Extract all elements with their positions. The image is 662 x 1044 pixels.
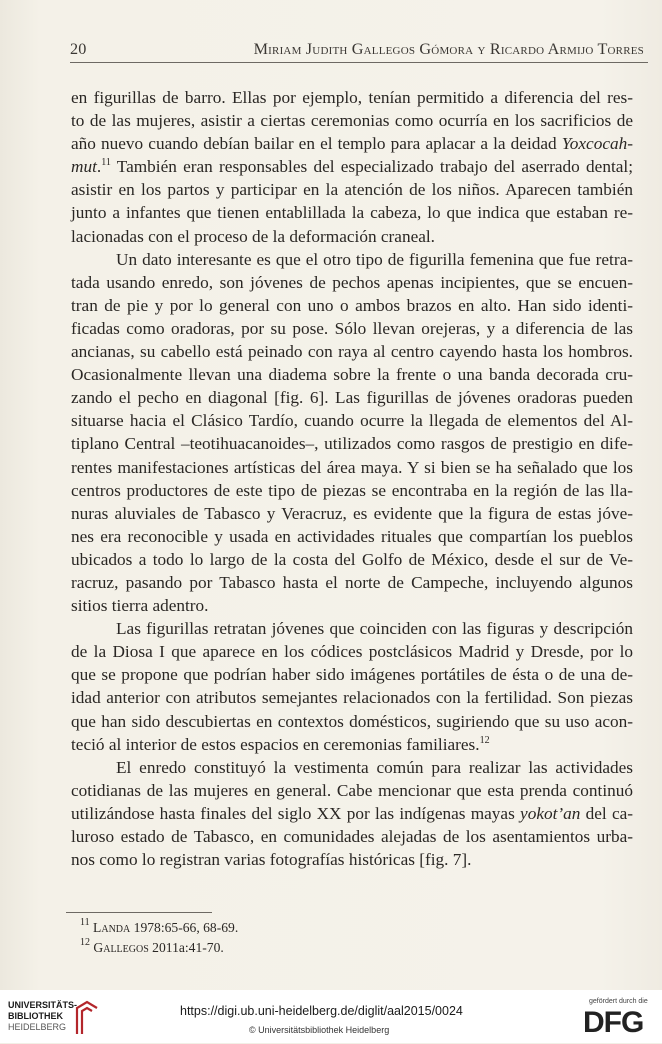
library-logo[interactable]: UNIVERSITÄTS- BIBLIOTHEK HEIDELBERG (8, 1000, 100, 1044)
text-line: sitios tierra adentro. (71, 596, 209, 616)
text-line: lacionadas con el proceso de la deformación craneal. (71, 226, 435, 246)
text-line: que han sido descubiertas en contextos domésticos, sugiriendo que su uso acon- (71, 711, 633, 731)
text-line: Un dato interesante es que el otro tipo de figurilla femenina que fue retra- (116, 249, 633, 269)
running-header (70, 40, 648, 63)
text-line: año nuevo cuando debían bailar en el templo para aplacar a la deidad Yoxcocah- (71, 134, 633, 154)
text-line: utilizándose hasta finales del siglo XX por las indígenas mayas yokot’an del ca- (71, 803, 633, 823)
text-line: en figurillas de barro. Ellas por ejemplo, tenían permitido a diferencia del res- (71, 88, 633, 107)
text-line: rentes manifestaciones artísticas del área maya. Y si bien se ha señalado que los (71, 457, 633, 477)
text-line: que se propone que podrían haber sido imágenes portátiles de ésta o de una de- (71, 665, 633, 685)
text-line: tada usando enredo, son jóvenes de pechos apenas incipientes, que se encuen- (71, 272, 633, 292)
text-line: nes era reconocible y usada en actividades rituales que compartían los pueblos (71, 526, 633, 546)
text-line: luroso estado de Tabasco, en comunidades alejadas de los asentamientos urba- (71, 827, 633, 846)
text-line: racruz, pasando por Tabasco hasta el norte de Campeche, incluyendo algunos (71, 572, 633, 592)
italic-deity-name: Yoxcocah- (561, 134, 633, 154)
text-line: ficadas como oradoras, por su pose. Sólo llevan orejeras, y a diferencia de las (71, 318, 633, 338)
italic-deity-name-end: mut (71, 157, 97, 177)
text-line: teció al interior de estos espacios en ceremonias familiares.$^{12}$ (71, 734, 490, 754)
page-number: 20 (70, 40, 87, 58)
text-line: Las figurillas retratan jóvenes que coinciden con las figuras y descripción (116, 619, 633, 639)
text-line: tran de pie y por lo general con uno o ambos brazos en alto. Han sido identi- (71, 295, 633, 315)
footnotes (80, 918, 238, 958)
library-emblem-icon (74, 1000, 100, 1036)
running-header-authors: Miriam Judith Gallegos Gómora y Ricardo Armijo Torres (253, 40, 644, 58)
text-line: cotidianas de las mujeres en general. Cabe mencionar que esta prenda continuó (71, 780, 633, 800)
text-line: situarse hacia el Clásico Tardío, cuando ocurre la llegada de elementos del Al- (71, 411, 633, 431)
text-line: idad anterior con atributos semejantes relacionados con la fertilidad. Son piezas (71, 688, 633, 708)
text-line: nuras aluviales de Tabasco y Veracruz, es evidente que la figura de estas jóve- (71, 503, 633, 523)
text-line: zando el pecho en diagonal [fig. 6]. Las figurillas de jóvenes oradoras pueden (71, 388, 633, 408)
body-text (71, 86, 633, 871)
text-line: mut.$^{11}$ También eran responsables del especializado trabajo del aserrado dental; (71, 157, 633, 177)
footnote-divider (66, 912, 212, 913)
text-line: de la Diosa I que aparece en los códices postclásicos Madrid y Dresde, por lo (71, 642, 633, 662)
text-line: Ocasionalmente llevan una diadema sobre la frente o una banda decorada cru- (71, 365, 633, 385)
text-line: centros productores de este tipo de piezas se encontraba en la región de las lla- (71, 480, 633, 500)
footnote-11: $^{11}$ Landa 1978:65-66, 68-69. (80, 917, 239, 935)
paragraph-3 (71, 617, 633, 756)
permalink-url[interactable]: https://digi.ub.uni-heidelberg.de/diglit/aal2015/0024 (180, 1004, 463, 1018)
italic-ethnonym: yokot’an (520, 803, 581, 823)
dfg-logo[interactable]: gefördert durch die DFG (583, 998, 648, 1039)
copyright-notice: © Universitätsbibliothek Heidelberg (249, 1025, 390, 1035)
footnote-12: $^{12}$ Gallegos 2011a:41-70. (80, 937, 224, 955)
text-line: tiplano Central –teotihuacanoides–, utilizados como rasgos de prestigio en dife- (71, 434, 633, 454)
paragraph-2 (71, 248, 633, 618)
text-line: ancianas, su cabello está peinado con raya al centro cayendo hasta los hombros. (71, 342, 633, 362)
text-line: junto a infantes que tienen entablillada la cabeza, lo que indica que estaban re- (71, 203, 633, 223)
text-line: nos como lo registran varias fotografías históricas [fig. 7]. (71, 850, 472, 870)
text-line: ubicados a todo lo largo de la costa del Golfo de México, desde el sur de Ve- (71, 549, 633, 569)
text-line: El enredo constituyó la vestimenta común para realizar las actividades (116, 757, 633, 777)
footnote-ref-11[interactable]: 11 (101, 157, 111, 169)
paragraph-1 (71, 86, 633, 248)
text-line: to de las mujeres, asistir a ciertas ceremonias como ocurría en los sacrificios de (71, 111, 633, 131)
paragraph-4 (71, 756, 633, 871)
footnote-ref-12[interactable]: 12 (479, 734, 490, 746)
text-line: asistir en los partos y participar en la atención de los niños. Aparecen también (71, 180, 633, 200)
